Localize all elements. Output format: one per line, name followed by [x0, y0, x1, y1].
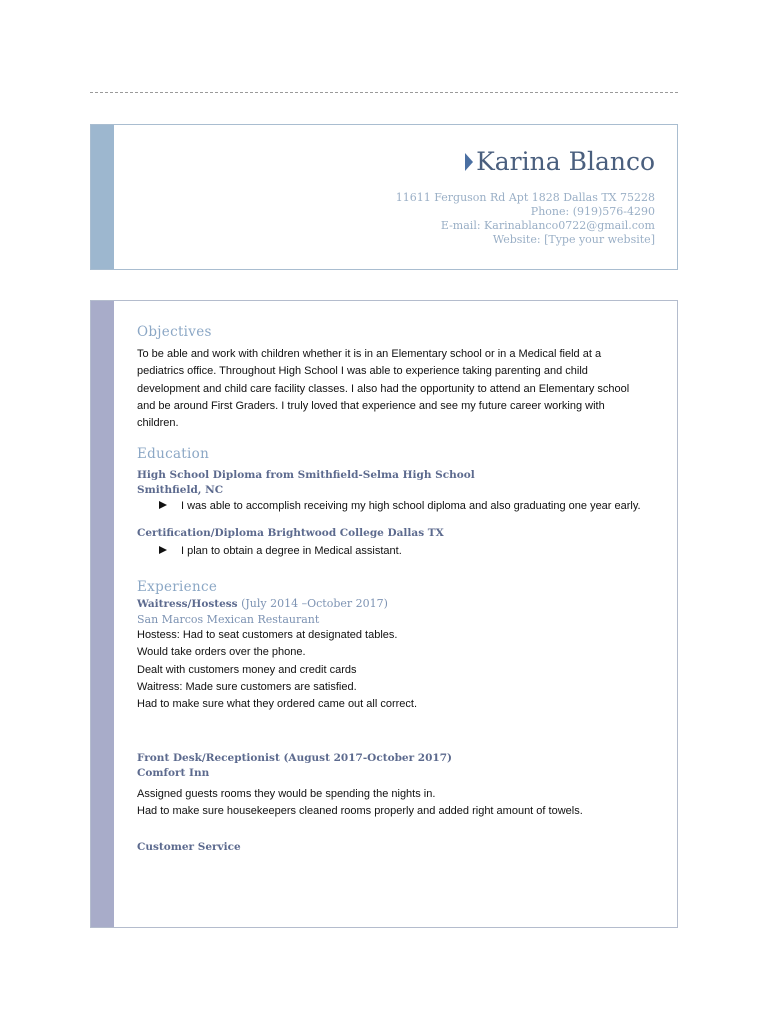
- resume-content: [137, 323, 647, 855]
- body-accent-bar: [91, 301, 114, 927]
- education-bullet-text-1: I was able to accomplish receiving my high school diploma and also graduating one year early.: [181, 500, 641, 513]
- job-line-2-2: Had to make sure housekeepers cleaned rooms properly and added right amount of towels.: [137, 804, 583, 817]
- job-title-1: [137, 596, 647, 612]
- job-line-1-1: Hostess: Had to seat customers at designated tables.: [137, 629, 398, 642]
- job-line-1-3: Dealt with customers money and credit cards: [137, 663, 357, 676]
- education-title-1: High School Diploma from Smithfield-Selma High School: [137, 469, 475, 482]
- arrow-bullet-icon: [159, 546, 167, 554]
- job-line-1-2: Would take orders over the phone.: [137, 646, 306, 659]
- top-dashed-rule: [90, 92, 678, 93]
- contact-info: [396, 191, 655, 247]
- education-bullet-1: [137, 498, 647, 515]
- candidate-name: Karina Blanco: [476, 147, 655, 176]
- phone: Phone: (919)576-4290: [530, 205, 655, 218]
- header-accent-bar: [91, 125, 114, 269]
- job-line-1-5: Had to make sure what they ordered came out all correct.: [137, 698, 418, 711]
- resume-body: [90, 300, 678, 928]
- address: 11611 Ferguson Rd Apt 1828 Dallas TX 75228: [395, 191, 655, 204]
- education-bullet-text-2: I plan to obtain a degree in Medical assistant.: [181, 544, 402, 557]
- job-title-2: Front Desk/Receptionist (August 2017-October 2017): [137, 751, 452, 764]
- website[interactable]: Website: [Type your website]: [492, 233, 655, 246]
- job-line-2-1: Assigned guests rooms they would be spending the nights in.: [137, 787, 436, 800]
- education-location-1: Smithfield, NC: [137, 484, 224, 497]
- job-dates-1: (July 2014 –October 2017): [237, 597, 388, 611]
- name-heading: [465, 147, 655, 176]
- job-title-3: Customer Service: [137, 841, 241, 854]
- arrow-bullet-icon: [159, 501, 167, 509]
- job-company-2: Comfort Inn: [137, 766, 210, 779]
- job-line-1-4: Waitress: Made sure customers are satisfied.: [137, 680, 357, 693]
- job-company-1: San Marcos Mexican Restaurant: [137, 613, 320, 627]
- experience-heading: Experience: [137, 579, 218, 596]
- header-section: [90, 124, 678, 270]
- job-title-text-1: Waitress/Hostess: [137, 598, 238, 611]
- objectives-text: To be able and work with children whether it is in an Elementary school or in a Medical field at a pediatrics office. Throughout High School I was able to experience taking parenting and child development and child care facility classes. I also had the opportunity to attend an Elementary school and be around First Graders. I truly loved that experience and see my future career working with children.: [137, 348, 630, 430]
- education-bullet-2: [137, 543, 647, 560]
- education-title-2: Certification/Diploma Brightwood College Dallas TX: [137, 526, 444, 539]
- education-heading: Education: [137, 446, 210, 463]
- email[interactable]: E-mail: Karinablanco0722@gmail.com: [440, 219, 655, 232]
- triangle-marker-icon: [465, 153, 473, 171]
- objectives-heading: Objectives: [137, 324, 212, 340]
